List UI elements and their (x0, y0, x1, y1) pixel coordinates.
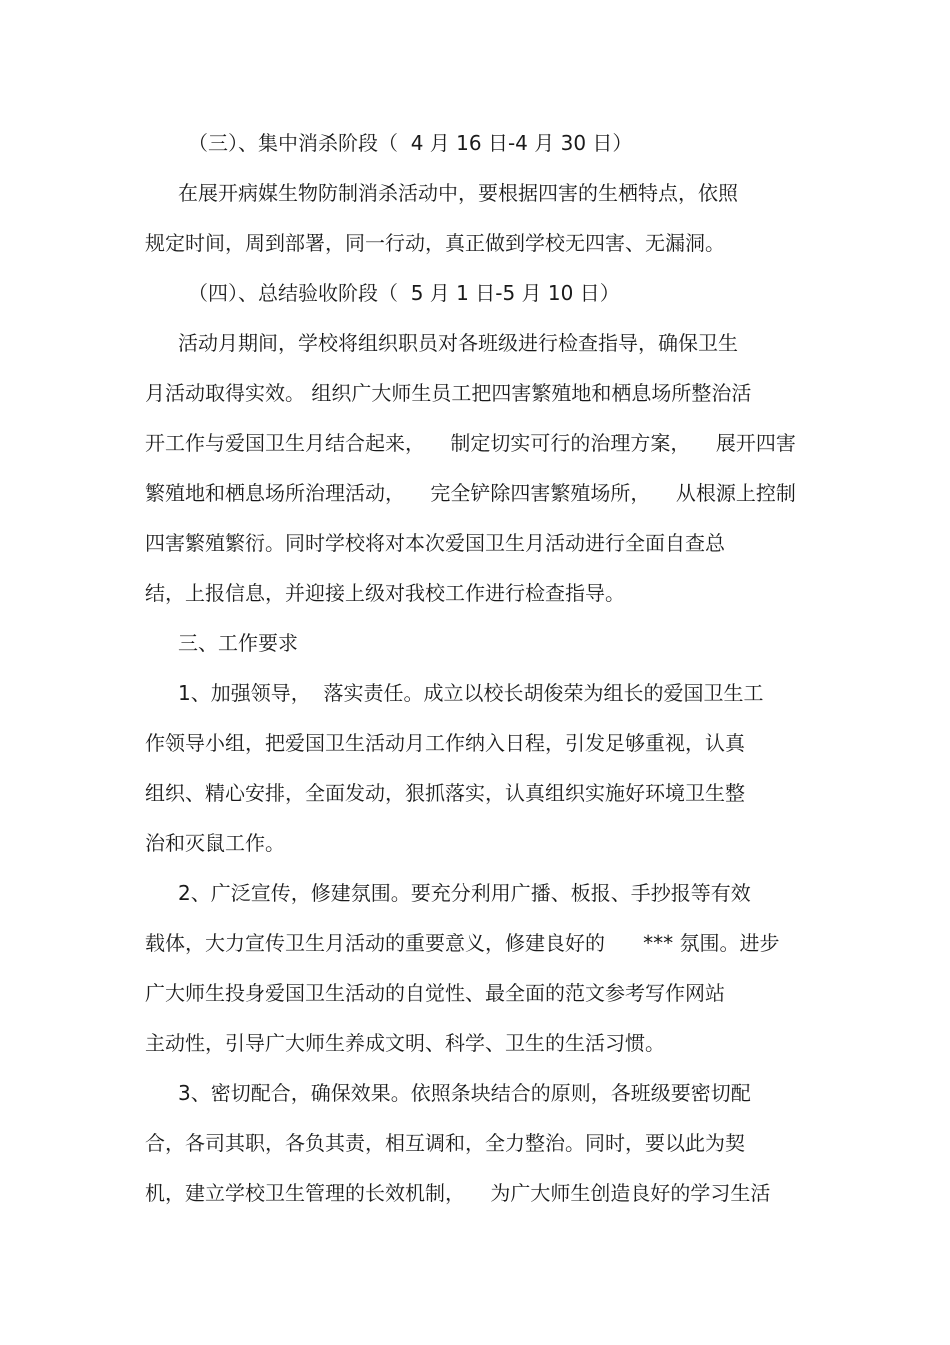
section-heading-work-requirements: 三、工作要求 (178, 631, 298, 655)
paragraph-line: 机，建立学校卫生管理的长效机制， 为广大师生创造良好的学习生活 (145, 1181, 771, 1205)
paragraph-line: 1、加强领导， 落实责任。成立以校长胡俊荣为组长的爱国卫生工 (178, 681, 764, 705)
paragraph-line: 3、密切配合，确保效果。依照条块结合的原则，各班级要密切配 (178, 1081, 751, 1105)
paragraph-line: 2、广泛宣传，修建氛围。要充分利用广播、板报、手抄报等有效 (178, 881, 751, 905)
paragraph-line: 组织、精心安排，全面发动，狠抓落实，认真组织实施好环境卫生整 (145, 781, 745, 805)
paragraph-line: 活动月期间，学校将组织职员对各班级进行检查指导，确保卫生 (178, 331, 738, 355)
paragraph-line: 规定时间，周到部署，同一行动，真正做到学校无四害、无漏洞。 (145, 231, 725, 255)
paragraph-line: 作领导小组，把爱国卫生活动月工作纳入日程，引发足够重视，认真 (145, 731, 745, 755)
section-heading-phase-3: （三）、集中消杀阶段（ 4 月 16 日-4 月 30 日） (188, 131, 633, 155)
paragraph-line: 合，各司其职，各负其责，相互调和，全力整治。同时，要以此为契 (145, 1131, 745, 1155)
paragraph-line: 开工作与爱国卫生月结合起来， 制定切实可行的治理方案， 展开四害 (145, 431, 796, 455)
paragraph-line: 月活动取得实效。 组织广大师生员工把四害繁殖地和栖息场所整治活 (145, 381, 752, 405)
paragraph-line: 主动性，引导广大师生养成文明、科学、卫生的生活习惯。 (145, 1031, 665, 1055)
paragraph-line: 结，上报信息，并迎接上级对我校工作进行检查指导。 (145, 581, 625, 605)
paragraph-line: 在展开病媒生物防制消杀活动中，要根据四害的生栖特点，依照 (178, 181, 738, 205)
paragraph-line: 治和灭鼠工作。 (145, 831, 285, 855)
paragraph-line: 广大师生投身爱国卫生活动的自觉性、最全面的范文参考写作网站 (145, 981, 725, 1005)
paragraph-line: 载体，大力宣传卫生月活动的重要意义，修建良好的 *** 氛围。进步 (145, 931, 780, 955)
paragraph-line: 四害繁殖繁衍。同时学校将对本次爱国卫生月活动进行全面自查总 (145, 531, 725, 555)
paragraph-line: 繁殖地和栖息场所治理活动， 完全铲除四害繁殖场所， 从根源上控制 (145, 481, 796, 505)
section-heading-phase-4: （四）、总结验收阶段（ 5 月 1 日-5 月 10 日） (188, 281, 620, 305)
